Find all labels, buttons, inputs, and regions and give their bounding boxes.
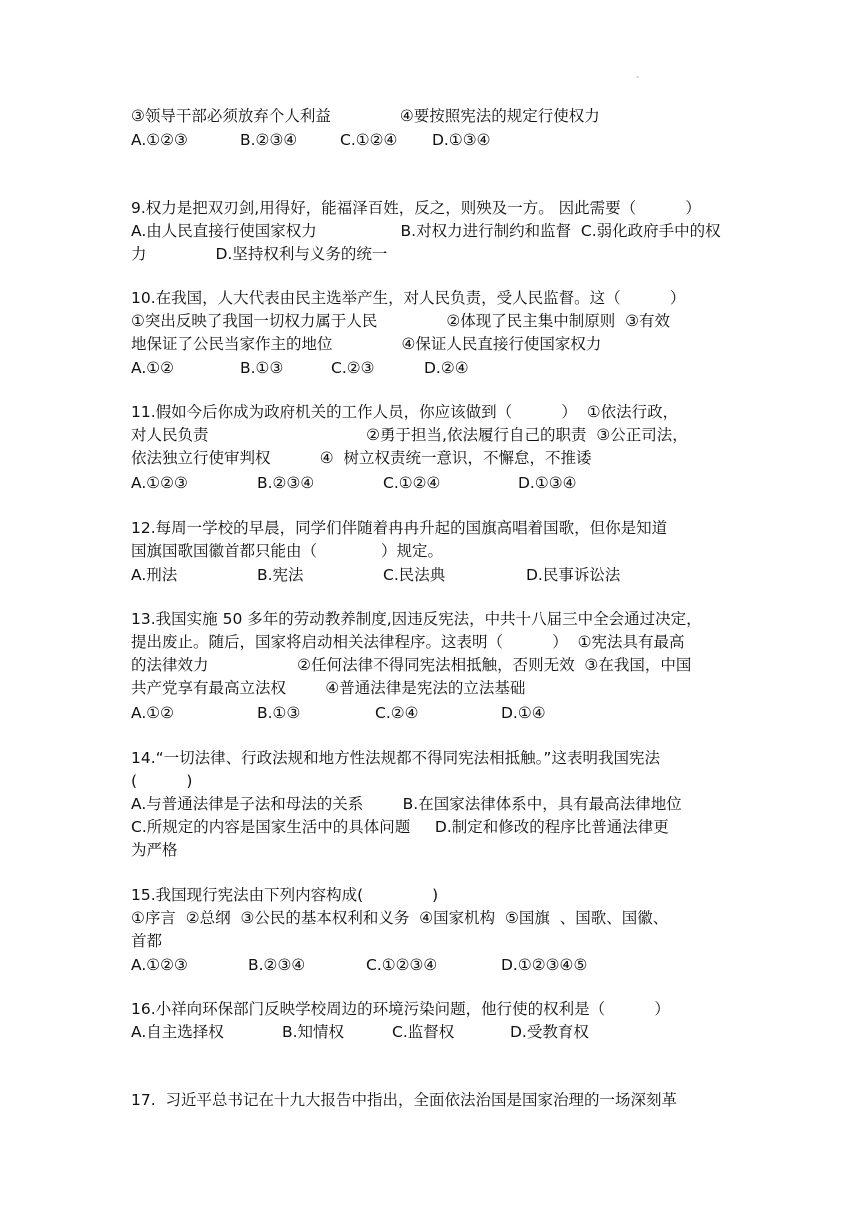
q16-stem: 16.小祥向环保部门反映学校周边的环境污染问题，他行使的权利是（ ） bbox=[131, 1000, 670, 1018]
q11-option-b: B.②③④ bbox=[257, 474, 315, 492]
q11-option-d: D.①③④ bbox=[518, 474, 577, 492]
q11-statement-line: 对人民负责 ②勇于担当,依法履行自己的职责 ③公正司法， bbox=[131, 426, 688, 444]
q8-statement-line: ③领导干部必须放弃个人利益 ④要按照宪法的规定行使权力 bbox=[131, 107, 600, 125]
q12-option-d: D.民事诉讼法 bbox=[526, 566, 621, 584]
q13-stem-line: 提出废止。随后，国家将启动相关法律程序。这表明（ ） ①宪法具有最高 bbox=[131, 633, 685, 651]
q17-stem: 17. 习近平总书记在十九大报告中指出，全面依法治国是国家治理的一场深刻革 bbox=[131, 1091, 678, 1109]
q11-option-a: A.①②③ bbox=[131, 474, 188, 492]
q13-statement-line: 共产党享有最高立法权 ④普通法律是宪法的立法基础 bbox=[131, 679, 526, 697]
q13-option-b: B.①③ bbox=[257, 704, 301, 722]
q8-option-a: A.①②③ bbox=[131, 131, 188, 149]
q15-stem: 15.我国现行宪法由下列内容构成( ) bbox=[131, 886, 439, 904]
q15-option-d: D.①②③④⑤ bbox=[501, 956, 588, 974]
q16-option-c: C.监督权 bbox=[392, 1023, 455, 1041]
q10-stem: 10.在我国，人大代表由民主选举产生，对人民负责，受人民监督。这（ ） bbox=[131, 289, 686, 307]
q16-option-d: D.受教育权 bbox=[510, 1023, 589, 1041]
q11-statement-line: 依法独立行使审判权 ④ 树立权责统一意识，不懈怠，不推诿 bbox=[131, 449, 592, 467]
q13-option-a: A.①② bbox=[131, 704, 175, 722]
q14-answer-blank: ( ) bbox=[131, 772, 193, 790]
q11-stem: 11.假如今后你成为政府机关的工作人员，你应该做到（ ） ①依法行政， bbox=[131, 403, 679, 421]
q13-statement-line: 的法律效力 ②任何法律不得同宪法相抵触，否则无效 ③在我国，中国 bbox=[131, 656, 692, 674]
q14-options-line: C.所规定的内容是国家生活中的具体问题 D.制定和修改的程序比普通法律更 bbox=[131, 818, 669, 836]
q10-option-d: D.②④ bbox=[424, 359, 469, 377]
q9-options-line: 力 D.坚持权利与义务的统一 bbox=[131, 245, 388, 263]
q10-statement-line: 地保证了公民当家作主的地位 ④保证人民直接行使国家权力 bbox=[131, 335, 602, 353]
q12-option-a: A.刑法 bbox=[131, 566, 178, 584]
q15-option-b: B.②③④ bbox=[248, 956, 306, 974]
q8-option-b: B.②③④ bbox=[240, 131, 298, 149]
q14-stem: 14.“一切法律、行政法规和地方性法规都不得同宪法相抵触。”这表明我国宪法 bbox=[131, 749, 660, 767]
q8-option-c: C.①②④ bbox=[340, 131, 398, 149]
q12-stem-line: 国旗国歌国徽首都只能由（ ）规定。 bbox=[131, 542, 444, 560]
page-mark bbox=[636, 76, 639, 78]
q9-options-line: A.由人民直接行使国家权力 B.对权力进行制约和监督 C.弱化政府手中的权 bbox=[131, 222, 721, 240]
q13-option-c: C.②④ bbox=[375, 704, 419, 722]
q12-option-b: B.宪法 bbox=[257, 566, 304, 584]
q15-statement-line: ①序言 ②总纲 ③公民的基本权利和义务 ④国家机构 ⑤国旗 、国歌、国徽、 bbox=[131, 909, 669, 927]
q10-option-c: C.②③ bbox=[331, 359, 375, 377]
q16-option-a: A.自主选择权 bbox=[131, 1023, 224, 1041]
q15-option-a: A.①②③ bbox=[131, 956, 188, 974]
q11-option-c: C.①②④ bbox=[383, 474, 441, 492]
q13-option-d: D.①④ bbox=[501, 704, 546, 722]
q9-stem: 9.权力是把双刃剑,用得好，能福泽百姓，反之，则殃及一方。 因此需要（ ） bbox=[131, 199, 701, 217]
q10-statement-line: ①突出反映了我国一切权力属于人民 ②体现了民主集中制原则 ③有效 bbox=[131, 312, 671, 330]
q12-option-c: C.民法典 bbox=[383, 566, 446, 584]
q12-stem: 12.每周一学校的早晨，同学们伴随着冉冉升起的国旗高唱着国歌，但你是知道 bbox=[131, 519, 668, 537]
q16-option-b: B.知情权 bbox=[282, 1023, 345, 1041]
q10-option-b: B.①③ bbox=[240, 359, 284, 377]
q15-option-c: C.①②③④ bbox=[366, 956, 438, 974]
q8-option-d: D.①③④ bbox=[432, 131, 491, 149]
q15-statement-line: 首都 bbox=[131, 932, 163, 950]
q14-options-line: 为严格 bbox=[131, 841, 178, 859]
q10-option-a: A.①② bbox=[131, 359, 175, 377]
q14-options-line: A.与普通法律是子法和母法的关系 B.在国家法律体系中，具有最高法律地位 bbox=[131, 795, 682, 813]
q13-stem: 13.我国实施 50 多年的劳动教养制度,因违反宪法，中共十八届三中全会通过决定， bbox=[131, 610, 702, 628]
